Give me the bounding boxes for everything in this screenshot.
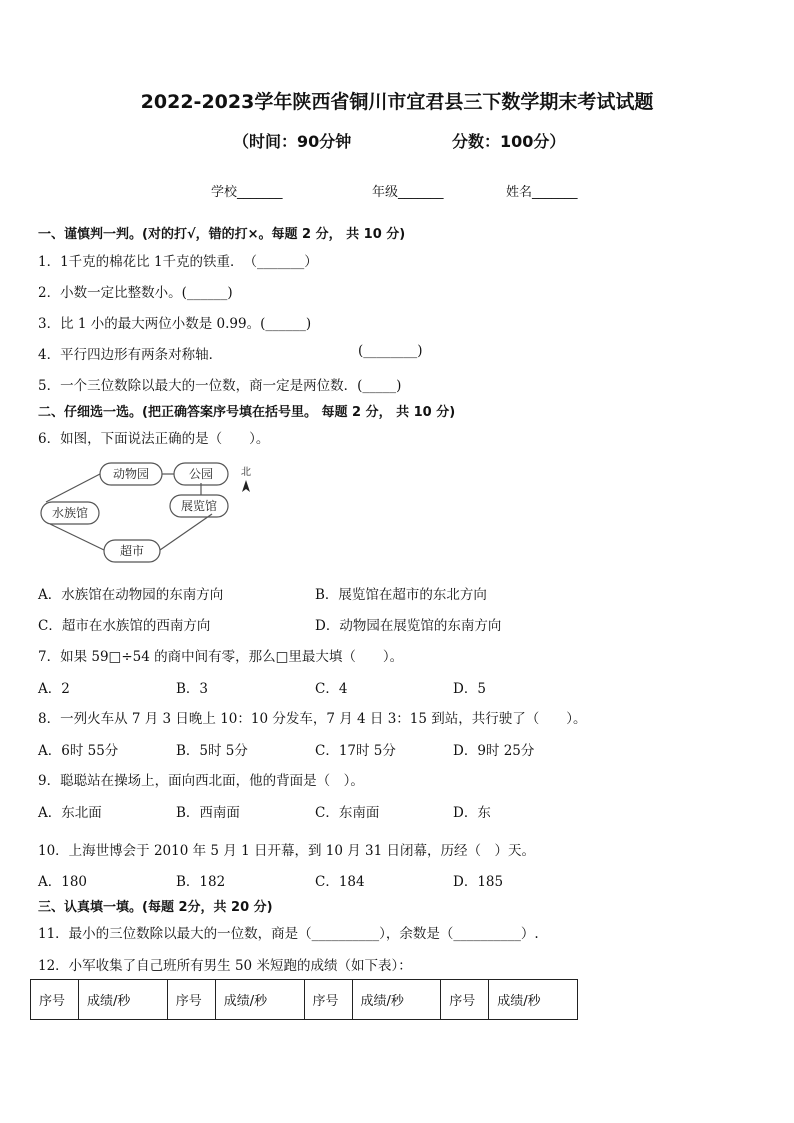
q10-option-a: A．180 xyxy=(38,874,88,890)
q10-option-d: D．185 xyxy=(453,874,504,890)
question-8: 8．一列火车从 7 月 3 日晚上 10：10 分发车，7 月 4 日 3：15 到站，共行驶了（ ）。 xyxy=(38,711,587,727)
section3-heading: 三、认真填一填。(每题 2分，共 20 分) xyxy=(38,900,273,915)
question-9: 9．聪聪站在操场上，面向西北面，他的背面是（ ）。 xyxy=(38,773,364,789)
north-label: 北 xyxy=(241,467,251,478)
q9-option-b: B．西南面 xyxy=(176,805,240,821)
q7-option-d: D．5 xyxy=(453,681,486,697)
q8-option-a: A．6时 55分 xyxy=(38,743,119,759)
table-header-cell: 成绩/秒 xyxy=(79,980,168,1020)
q8-option-c: C．17时 5分 xyxy=(315,743,396,759)
q6-option-c: C．超市在水族馆的西南方向 xyxy=(38,618,211,634)
exam-time: （时间：90分钟 xyxy=(233,132,352,151)
supermarket-exhibition-line xyxy=(160,514,212,550)
north-arrow-icon xyxy=(242,480,250,492)
table-header-cell: 成绩/秒 xyxy=(215,980,304,1020)
table-header-cell: 成绩/秒 xyxy=(489,980,578,1020)
q10-option-c: C．184 xyxy=(315,874,365,890)
zoo-label: 动物园 xyxy=(112,467,150,481)
q8-option-b: B．5时 5分 xyxy=(176,743,248,759)
q9-option-c: C．东南面 xyxy=(315,805,380,821)
question-4-blank: (________) xyxy=(358,343,423,359)
direction-map-diagram xyxy=(36,458,266,573)
q10-option-b: B．182 xyxy=(176,874,226,890)
supermarket-label: 超市 xyxy=(119,544,145,558)
score-table xyxy=(30,979,578,1020)
aquarium-label: 水族馆 xyxy=(51,506,89,520)
exhibition-label: 展览馆 xyxy=(180,499,218,513)
grade-field: 年级_______ xyxy=(372,185,444,200)
question-11: 11．最小的三位数除以最大的一位数，商是（__________），余数是（__________）. xyxy=(38,926,539,942)
table-header-cell: 序号 xyxy=(304,980,352,1020)
park-label: 公园 xyxy=(188,467,214,481)
question-2: 2．小数一定比整数小。(______) xyxy=(38,285,233,301)
school-field: 学校_______ xyxy=(211,185,283,200)
table-header-cell: 序号 xyxy=(31,980,79,1020)
question-12: 12．小军收集了自己班所有男生 50 米短跑的成绩（如下表）： xyxy=(38,958,412,974)
q7-option-c: C．4 xyxy=(315,681,348,697)
aquarium-supermarket-line xyxy=(50,524,104,550)
section2-heading: 二、仔细选一选。(把正确答案序号填在括号里。 每题 2 分， 共 10 分) xyxy=(38,405,456,420)
q8-option-d: D．9时 25分 xyxy=(453,743,535,759)
table-header-cell: 序号 xyxy=(167,980,215,1020)
question-5: 5．一个三位数除以最大的一位数，商一定是两位数．(_____) xyxy=(38,378,402,394)
exam-score: 分数：100分） xyxy=(452,132,566,151)
table-header-cell: 序号 xyxy=(441,980,489,1020)
q9-option-d: D．东 xyxy=(453,805,491,821)
q6-option-a: A．水族馆在动物园的东南方向 xyxy=(38,587,224,603)
table-header-cell: 成绩/秒 xyxy=(352,980,441,1020)
question-3: 3．比 1 小的最大两位小数是 0.99。(______) xyxy=(38,316,312,332)
q6-option-b: B．展览馆在超市的东北方向 xyxy=(315,587,487,603)
question-1: 1．1千克的棉花比 1千克的铁重． （_______） xyxy=(38,254,318,270)
question-4: 4．平行四边形有两条对称轴． xyxy=(38,347,223,363)
q6-option-d: D．动物园在展览馆的东南方向 xyxy=(315,618,502,634)
q7-option-b: B．3 xyxy=(176,681,209,697)
table-row xyxy=(31,980,578,1020)
q9-option-a: A．东北面 xyxy=(38,805,102,821)
name-field: 姓名_______ xyxy=(506,185,578,200)
question-7: 7．如果 59□÷54 的商中间有零，那么□里最大填（ ）。 xyxy=(38,649,404,665)
question-10: 10．上海世博会于 2010 年 5 月 1 日开幕，到 10 月 31 日闭幕，历经（ ）天。 xyxy=(38,843,535,859)
q7-option-a: A．2 xyxy=(38,681,70,697)
zoo-aquarium-line xyxy=(46,474,100,502)
section1-heading: 一、谨慎判一判。(对的打√，错的打×。每题 2 分， 共 10 分) xyxy=(38,227,406,242)
page-title: 2022-2023学年陕西省铜川市宜君县三下数学期末考试试题 xyxy=(140,91,654,113)
question-6: 6．如图，下面说法正确的是（ ）。 xyxy=(38,431,270,447)
